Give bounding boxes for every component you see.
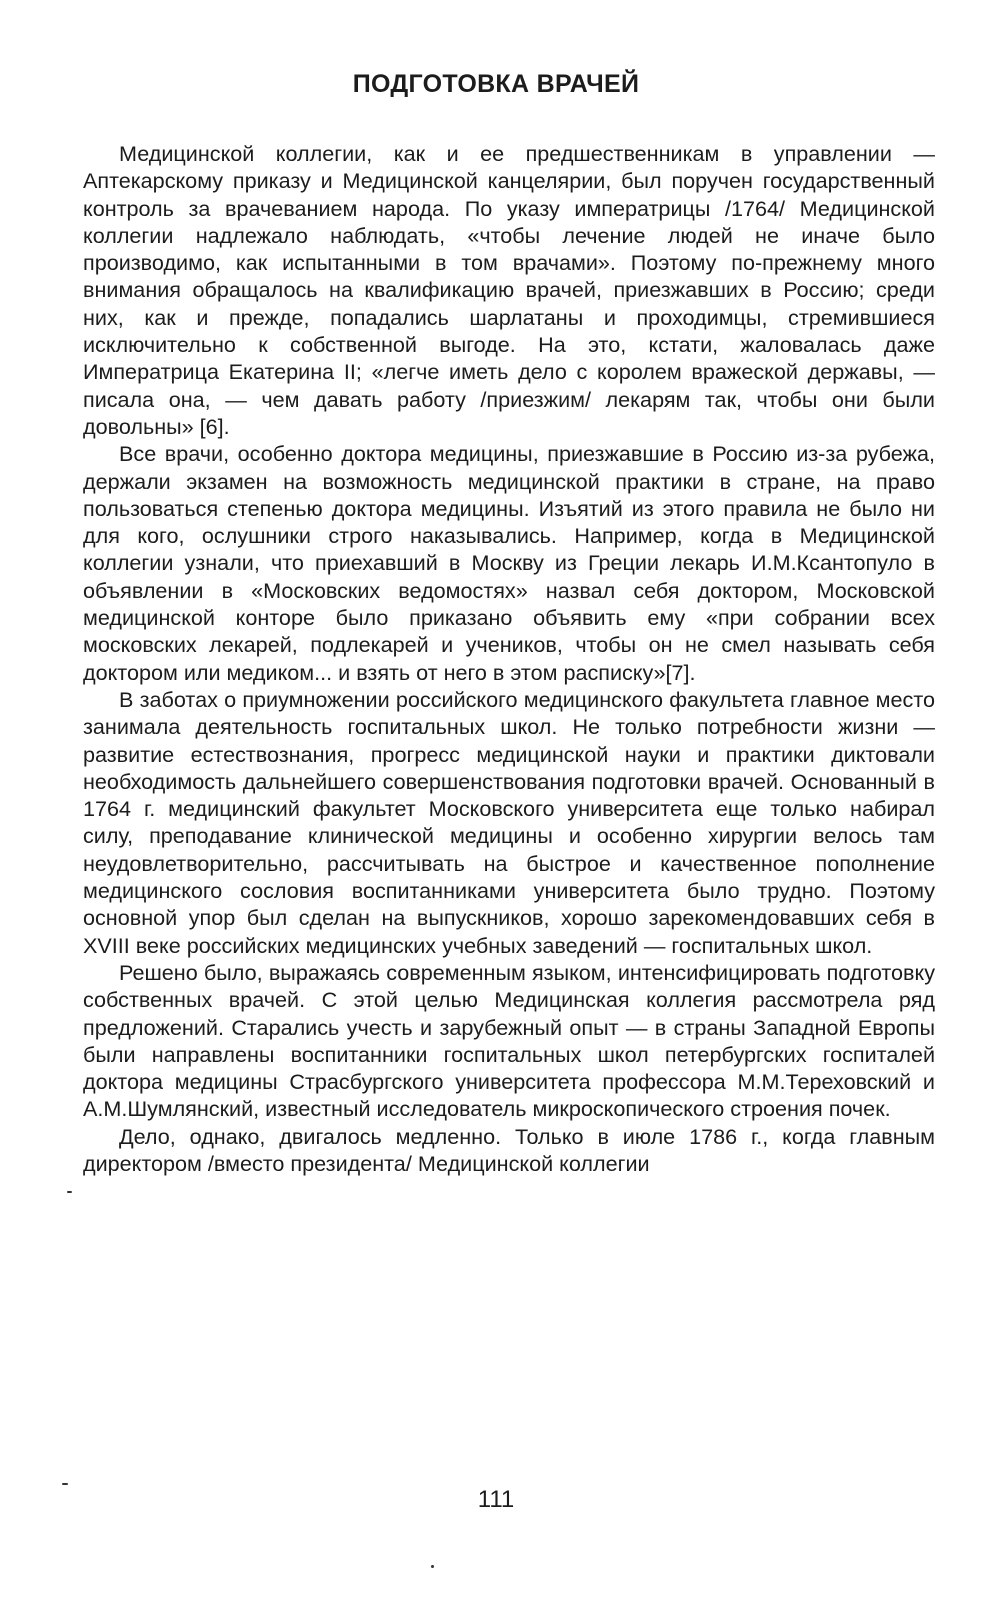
margin-speck (62, 1483, 68, 1485)
page-title: ПОДГОТОВКА ВРАЧЕЙ (352, 70, 640, 98)
margin-speck (67, 1191, 72, 1193)
paragraph-3: В заботах о приумножении российского медицинского факультета главное место занимала деятельность госпитальных школ. Не только потребности жизни — развитие естествознания, прогресс медицинской науки и практики диктовали необходимость дальнейшего совершенствования подготовки врачей. Основанный в 1764 г. медицинский факультет Московского университета еще только набирал силу, преподавание клинической медицины и особенно хирургии велось там неудовлетворительно, рассчитывать на быстрое и качественное пополнение медицинского сословия воспитанниками университета было трудно. Поэтому основной упор был сделан на выпускников, хорошо зарекомендовавших себя в XVIII веке российских медицинских учебных заведений — госпитальных школ. (83, 686, 935, 958)
paragraph-5: Дело, однако, двигалось медленно. Только в июле 1786 г., когда главным директором /вместо президента/ Медицинской коллегии (83, 1123, 935, 1176)
page-number: 111 (477, 1486, 515, 1513)
body-text (83, 140, 935, 1177)
paragraph-2: Все врачи, особенно доктора медицины, приезжавшие в Россию из-за рубежа, держали экзамен на возможность медицинской практики в стране, на право пользоваться степенью доктора медицины. Изъятий из этого правила не было ни для кого, ослушники строго наказывались. Например, когда в Медицинской коллегии узнали, что приехавший в Москву из Греции лекарь И.М.Ксантопуло в объявлении в «Московских ведомостях» назвал себя доктором, Московской медицинской конторе было приказано объявить ему «при собрании всех московских лекарей, подлекарей и учеников, чтобы он не смел называть себя доктором или медиком... и взять от него в этом расписку»[7]. (83, 441, 935, 685)
paragraph-1: Медицинской коллегии, как и ее предшественникам в управлении — Аптекарскому приказу и Медицинской канцелярии, был поручен государственный контроль за врачеванием народа. По указу императрицы /1764/ Медицинской коллегии надлежало наблюдать, «чтобы лечение людей не иначе было производимо, как испытанными в том врачами». Поэтому по-прежнему много внимания обращалось на квалификацию врачей, приезжавших в Россию; среди них, как и прежде, попадались шарлатаны и проходимцы, стремившиеся исключительно к собственной выгоде. На это, кстати, жаловалась даже Императрица Екатерина II; «легче иметь дело с королем вражеской державы, — писала она, — чем давать работу /приезжим/ лекарям так, чтобы они были довольны» [6]. (83, 141, 935, 439)
paragraph-4: Решено было, выражаясь современным языком, интенсифицировать подготовку собственных врачей. С этой целью Медицинская коллегия рассмотрела ряд предложений. Старались учесть и зарубежный опыт — в страны Западной Европы были направлены воспитанники госпитальных школ петербургских госпиталей доктора медицины Страсбургского университета профессора М.М.Тереховский и А.М.Шумлянский, известный исследователь микроскопического строения почек. (83, 959, 935, 1122)
margin-speck (431, 1565, 434, 1568)
